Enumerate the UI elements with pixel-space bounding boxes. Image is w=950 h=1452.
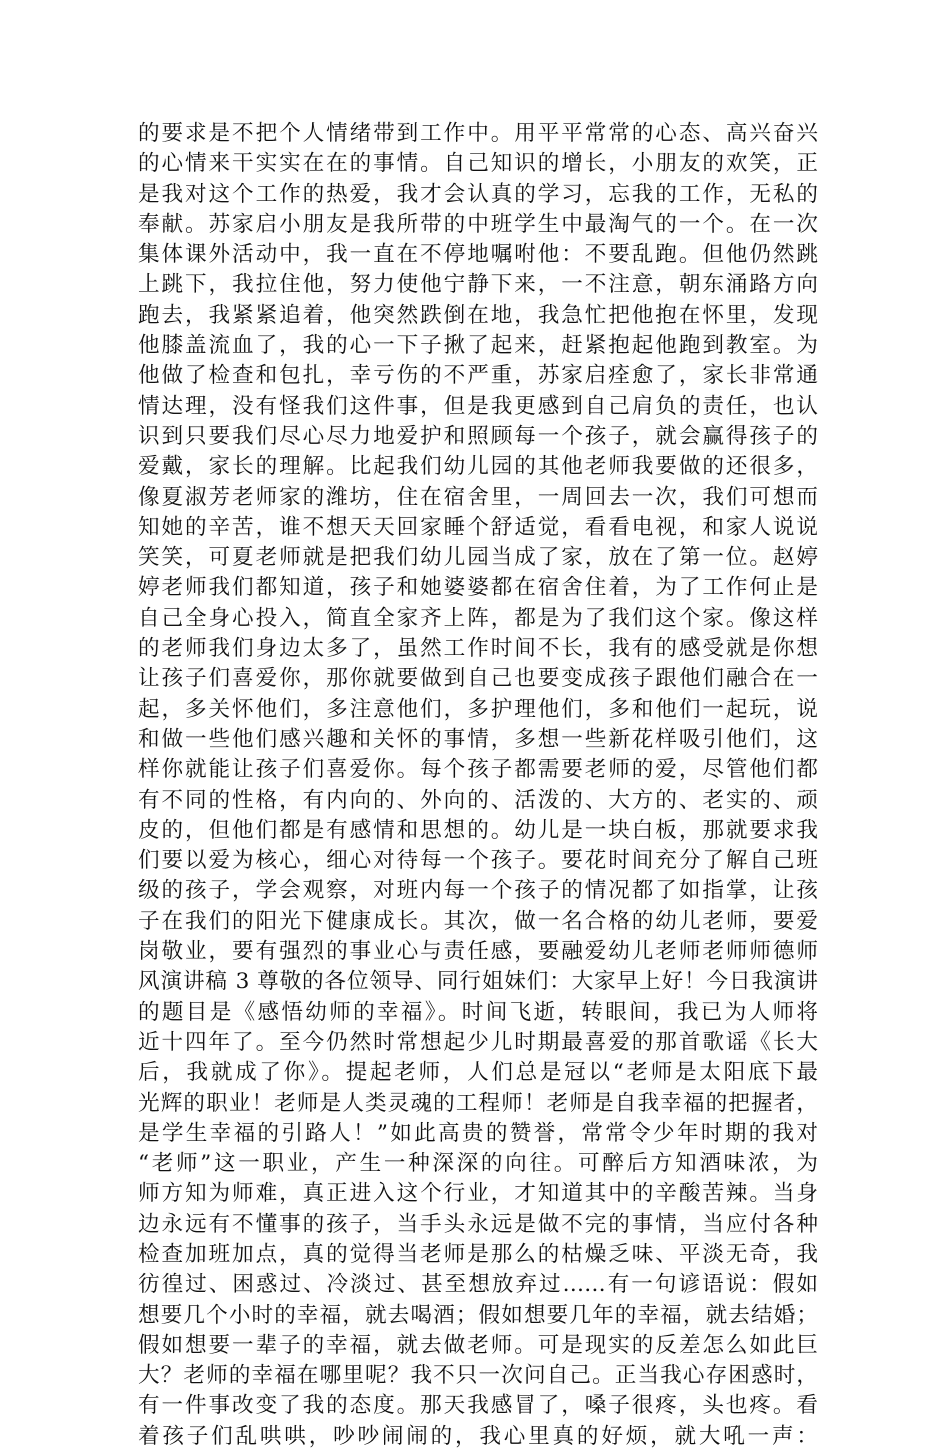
text-line: 边永远有不懂事的孩子，当手头永远是做不完的事情，当应付各种	[138, 1211, 818, 1237]
text-line: 爱戴，家长的理解。比起我们幼儿园的其他老师我要做的还很多，	[138, 454, 818, 480]
text-line: 假如想要一辈子的幸福，就去做老师。可是现实的反差怎么如此巨	[138, 1332, 818, 1358]
text-line: 集体课外活动中，我一直在不停地嘱咐他：不要乱跑。但他仍然跳	[138, 242, 818, 268]
text-line: 师方知为师难，真正进入这个行业，才知道其中的辛酸苦辣。当身	[138, 1181, 818, 1207]
text-line: 起，多关怀他们，多注意他们，多护理他们，多和他们一起玩，说	[138, 696, 818, 722]
text-line: 检查加班加点，真的觉得当老师是那么的枯燥乏味、平淡无奇，我	[138, 1241, 818, 1267]
text-line: 样你就能让孩子们喜爱你。每个孩子都需要老师的爱，尽管他们都	[138, 757, 818, 783]
text-line: 跑去，我紧紧追着，他突然跌倒在地，我急忙把他抱在怀里，发现	[138, 302, 818, 328]
text-line: 有一件事改变了我的态度。那天我感冒了，嗓子很疼，头也疼。看	[138, 1393, 818, 1419]
text-line: 近十四年了。至今仍然时常想起少儿时期最喜爱的那首歌谣《长大	[138, 1029, 818, 1055]
text-line: 们要以爱为核心，细心对待每一个孩子。要花时间充分了解自己班	[138, 848, 818, 874]
text-line: 有不同的性格，有内向的、外向的、活泼的、大方的、老实的、顽	[138, 787, 818, 813]
text-line: 的题目是《感悟幼师的幸福》。时间飞逝，转眼间，我已为人师将	[138, 999, 818, 1025]
text-line: 级的孩子，学会观察，对班内每一个孩子的情况都了如指掌，让孩	[138, 878, 818, 904]
text-line: 奉献。苏家启小朋友是我所带的中班学生中最淘气的一个。在一次	[138, 211, 818, 237]
text-line: 是学生幸福的引路人！”如此高贵的赞誉，常常令少年时期的我对	[138, 1120, 818, 1146]
text-line: 他做了检查和包扎，幸亏伤的不严重，苏家启痊愈了，家长非常通	[138, 363, 818, 389]
text-line: 知她的辛苦，谁不想天天回家睡个舒适觉，看看电视，和家人说说	[138, 514, 818, 540]
text-line: 上跳下，我拉住他，努力使他宁静下来，一不注意，朝东涌路方向	[138, 272, 818, 298]
text-line: 皮的，但他们都是有感情和思想的。幼儿是一块白板，那就要求我	[138, 817, 818, 843]
text-line: 岗敬业，要有强烈的事业心与责任感，要融爱幼儿老师老师师德师	[138, 939, 818, 965]
text-line: 他膝盖流血了，我的心一下子揪了起来，赶紧抱起他跑到教室。为	[138, 333, 818, 359]
text-line: 和做一些他们感兴趣和关怀的事情，多想一些新花样吸引他们，这	[138, 726, 818, 752]
text-line: 风演讲稿 3 尊敬的各位领导、同行姐妹们：大家早上好！今日我演讲	[138, 969, 818, 995]
text-line: 让孩子们喜爱你，那你就要做到自己也要变成孩子跟他们融合在一	[138, 666, 818, 692]
text-line: 光辉的职业！老师是人类灵魂的工程师！老师是自我幸福的把握者，	[138, 1090, 818, 1116]
text-line: 识到只要我们尽心尽力地爱护和照顾每一个孩子，就会赢得孩子的	[138, 423, 818, 449]
text-line: 后，我就成了你》。提起老师，人们总是冠以“老师是太阳底下最	[138, 1060, 818, 1086]
body-text	[138, 119, 818, 1452]
text-line: 想要几个小时的幸福，就去喝酒；假如想要几年的幸福，就去结婚；	[138, 1302, 818, 1328]
text-line: 的老师我们身边太多了，虽然工作时间不长，我有的感受就是你想	[138, 636, 818, 662]
text-line: 彷徨过、困惑过、冷淡过、甚至想放弃过……有一句谚语说：假如	[138, 1272, 818, 1298]
text-line: 子在我们的阳光下健康成长。其次，做一名合格的幼儿老师，要爱	[138, 908, 818, 934]
text-line: “老师”这一职业，产生一种深深的向往。可醉后方知酒味浓，为	[138, 1151, 818, 1177]
text-line: 的要求是不把个人情绪带到工作中。用平平常常的心态、高兴奋兴	[138, 121, 818, 146]
text-line: 大？老师的幸福在哪里呢？我不只一次问自己。正当我心存困惑时，	[138, 1363, 818, 1389]
text-line: 着孩子们乱哄哄，吵吵闹闹的，我心里真的好烦，就大吼一声：	[138, 1423, 818, 1449]
text-line: 的心情来干实实在在的事情。自己知识的增长，小朋友的欢笑，正	[138, 151, 818, 177]
text-line: 自己全身心投入，简直全家齐上阵，都是为了我们这个家。像这样	[138, 605, 818, 631]
text-line: 像夏淑芳老师家的潍坊，住在宿舍里，一周回去一次，我们可想而	[138, 484, 818, 510]
text-line: 情达理，没有怪我们这件事，但是我更感到自己肩负的责任，也认	[138, 393, 818, 419]
text-line: 婷老师我们都知道，孩子和她婆婆都在宿舍住着，为了工作何止是	[138, 575, 818, 601]
text-line: 笑笑，可夏老师就是把我们幼儿园当成了家，放在了第一位。赵婷	[138, 545, 818, 571]
text-line: 是我对这个工作的热爱，我才会认真的学习，忘我的工作，无私的	[138, 181, 818, 207]
